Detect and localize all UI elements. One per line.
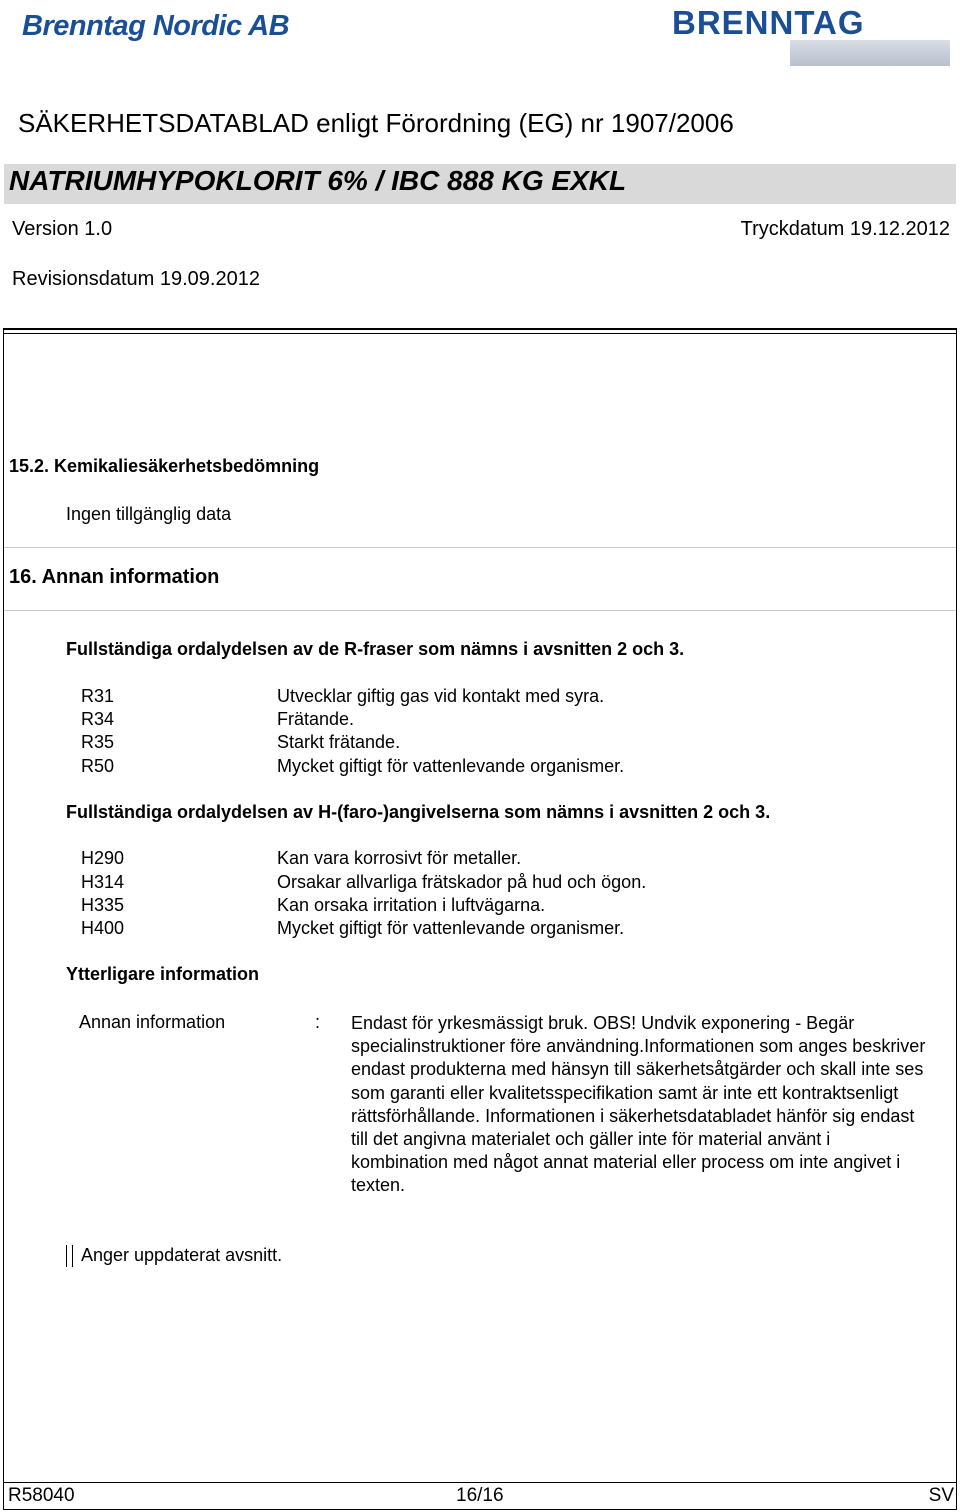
footer-language: SV — [928, 1485, 954, 1506]
r-phrase-code: R34 — [81, 709, 115, 729]
section-15-2-text: Ingen tillgänglig data — [66, 504, 232, 524]
updated-note: Anger uppdaterat avsnitt. — [81, 1245, 283, 1265]
frame-right-border — [956, 328, 957, 1510]
h-phrase-code: H290 — [81, 848, 125, 868]
document-title: SÄKERHETSDATABLAD enligt Förordning (EG) nr 1907/2006 — [18, 108, 734, 138]
r-phrases-heading: Fullständiga ordalydelsen av de R-fraser som nämns i avsnitten 2 och 3. — [66, 639, 685, 659]
r-phrase-code: R35 — [81, 732, 115, 752]
h-phrase-text: Kan vara korrosivt för metaller. — [277, 848, 522, 868]
footer-rule — [4, 1482, 956, 1483]
section-separator — [4, 547, 956, 548]
other-info-colon: : — [315, 1012, 321, 1032]
h-phrase-text: Kan orsaka irritation i luftvägarna. — [277, 895, 546, 915]
h-phrase-code: H335 — [81, 895, 125, 915]
section-16-heading: 16. Annan information — [9, 566, 220, 588]
print-date: Tryckdatum 19.12.2012 — [740, 218, 950, 240]
frame-bottom-border — [3, 1509, 957, 1510]
other-info-label: Annan information — [79, 1012, 226, 1032]
h-phrase-text: Mycket giftigt för vattenlevande organismer. — [277, 918, 625, 938]
revision-date: Revisionsdatum 19.09.2012 — [12, 268, 260, 290]
h-phrases-heading: Fullständiga ordalydelsen av H-(faro-)angivelserna som nämns i avsnitten 2 och 3. — [66, 802, 771, 822]
h-phrase-code: H314 — [81, 872, 125, 892]
r-phrase-text: Frätande. — [277, 709, 355, 729]
r-phrase-text: Utvecklar giftig gas vid kontakt med syra. — [277, 686, 605, 706]
frame-top-border — [3, 328, 957, 330]
h-phrase-code: H400 — [81, 918, 125, 938]
logo-text: BRENNTAG — [672, 4, 865, 41]
company-name: Brenntag Nordic AB — [22, 10, 290, 42]
version-label: Version 1.0 — [12, 218, 113, 240]
update-marker-icon — [66, 1245, 73, 1267]
r-phrase-text: Mycket giftigt för vattenlevande organismer. — [277, 756, 625, 776]
frame-left-border — [3, 328, 4, 1510]
r-phrase-text: Starkt frätande. — [277, 732, 401, 752]
h-phrase-text: Orsakar allvarliga frätskador på hud och ögon. — [277, 872, 647, 892]
frame-top-border-inner — [3, 333, 957, 334]
section-15-2-heading: 15.2. Kemikaliesäkerhetsbedömning — [9, 456, 320, 476]
brenntag-logo — [672, 4, 954, 64]
logo-bar-graphic — [790, 40, 950, 66]
footer-page-number: 16/16 — [456, 1485, 504, 1506]
r-phrase-code: R50 — [81, 756, 115, 776]
product-name: NATRIUMHYPOKLORIT 6% / IBC 888 KG EXKL — [9, 165, 627, 196]
further-info-heading: Ytterligare information — [66, 964, 260, 984]
section-separator — [4, 610, 956, 611]
other-info-text: Endast för yrkesmässigt bruk. OBS! Undvik exponering - Begär specialinstruktioner före användning.Informationen som anges beskriver endast produkterna med hänsyn till säkerhetsåtgärder och skall inte ses som garanti eller kvalitetsspecifikation samt är inte ett kontraktsenligt rättsförhållande. Informationen i säkerhetsdatabladet hänför sig endast till det angivna materialet och gäller inte för material använt i kombination med något annat material eller process om inte angivet i texten. — [351, 1013, 926, 1196]
r-phrase-code: R31 — [81, 686, 115, 706]
footer-doc-id: R58040 — [8, 1485, 75, 1506]
